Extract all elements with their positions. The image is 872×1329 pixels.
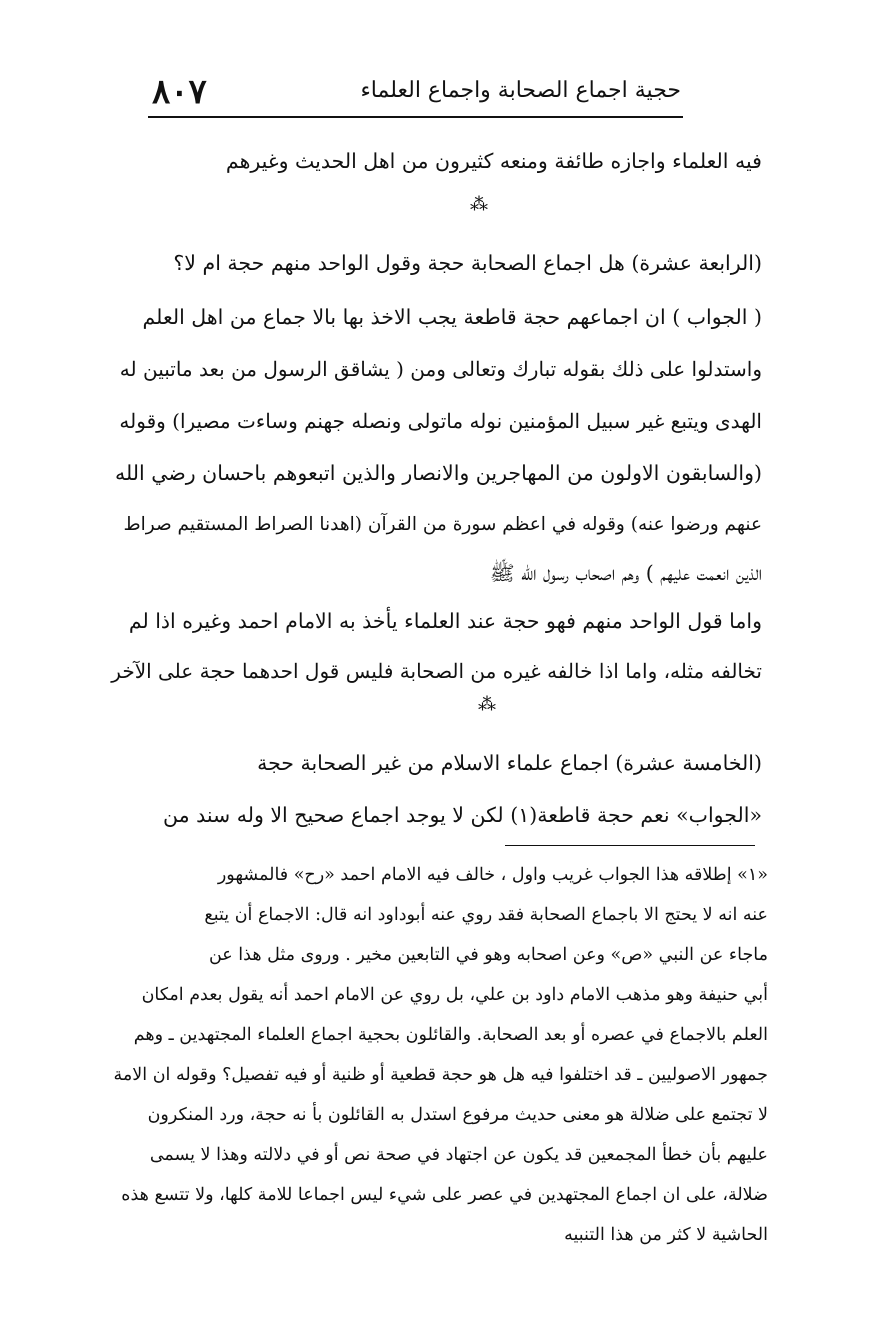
body-line: واما قول الواحد منهم فهو حجة عند العلماء يأخذ به الامام احمد وغيره اذا لم	[128, 609, 762, 633]
section-separator-ornament: ⁂	[478, 694, 496, 715]
footnote-line: أبي حنيفة وهو مذهب الامام داود بن علي، بل روي عن الامام احمد أنه يقول بعدم امكان	[141, 985, 768, 1005]
body-line: (والسابقون الاولون من المهاجرين والانصار والذين اتبعوهم باحسان رضي الله	[115, 461, 762, 485]
footnote-line: عنه انه لا يحتج الا باجماع الصحابة فقد روي عنه أبوداود انه قال: الاجماع أن يتبع	[204, 905, 768, 925]
footnote-line: العلم بالاجماع في عصره أو بعد الصحابة. والقائلون بحجية اجماع العلماء المجتهدين ـ وهم	[133, 1025, 768, 1045]
footnote-line: ضلالة، على ان اجماع المجتهدين في عصر على شيء ليس اجماعا للامة كلها، ولا تتسع هذه	[121, 1185, 768, 1205]
footnote-line: «١» إطلاقه هذا الجواب غريب واول ، خالف فيه الامام احمد «رح» فالمشهور	[217, 865, 768, 885]
page-number: ٨٠٧	[152, 72, 207, 112]
footnote-separator-rule	[505, 845, 755, 846]
footnote-line: جمهور الاصوليين ـ قد اختلفوا فيه هل هو حجة قطعية أو ظنية أو فيه تفصيل؟ وقوله ان الامة	[113, 1065, 768, 1085]
body-line: «الجواب» نعم حجة قاطعة(١) لكن لا يوجد اجماع صحيح الا وله سند من	[162, 803, 762, 827]
body-line: ( الجواب ) ان اجماعهم حجة قاطعة يجب الاخذ بها بالا جماع من اهل العلم	[142, 305, 762, 329]
footnote-line: لا تجتمع على ضلالة هو معنى حديث مرفوع استدل به القائلون بأ نه حجة، ورد المنكرون	[147, 1105, 768, 1125]
footnote-line: عليهم بأن خطأ المجمعين قد يكون عن اجتهاد في صحة نص أو في دلالته وهذا لا يسمى	[149, 1145, 768, 1165]
body-line: عنهم ورضوا عنه) وقوله في اعظم سورة من القرآن (اهدنا الصراط المستقيم صراط	[123, 514, 762, 535]
body-line: تخالفه مثله، واما اذا خالفه غيره من الصحابة فليس قول احدهما حجة على الآخر	[111, 659, 762, 683]
section-heading: (الرابعة عشرة) هل اجماع الصحابة حجة وقول الواحد منهم حجة ام لا؟	[173, 251, 762, 275]
footnote-line: الحاشية لا كثر من هذا التنبيه	[564, 1225, 768, 1245]
body-line: الهدى ويتبع غير سبيل المؤمنين نوله ماتولى ونصله جهنم وساءت مصيرا) وقوله	[119, 409, 762, 433]
page-header	[148, 72, 683, 118]
body-line: واستدلوا على ذلك بقوله تبارك وتعالى ومن ( يشاقق الرسول من بعد ماتبين له	[119, 357, 762, 381]
body-line: فيه العلماء واجازه طائفة ومنعه كثيرون من اهل الحديث وغيرهم	[225, 149, 762, 173]
body-line: الذين انعمت عليهم ) وهم اصحاب رسول الله ﷺ	[489, 561, 762, 585]
section-heading: (الخامسة عشرة) اجماع علماء الاسلام من غير الصحابة حجة	[257, 751, 762, 775]
section-separator-ornament: ⁂	[470, 194, 488, 215]
running-title: حجية اجماع الصحابة واجماع العلماء	[360, 78, 681, 103]
footnote-line: ماجاء عن النبي «ص» وعن اصحابه وهو في التابعين مخير . وروى مثل هذا عن	[208, 945, 768, 965]
